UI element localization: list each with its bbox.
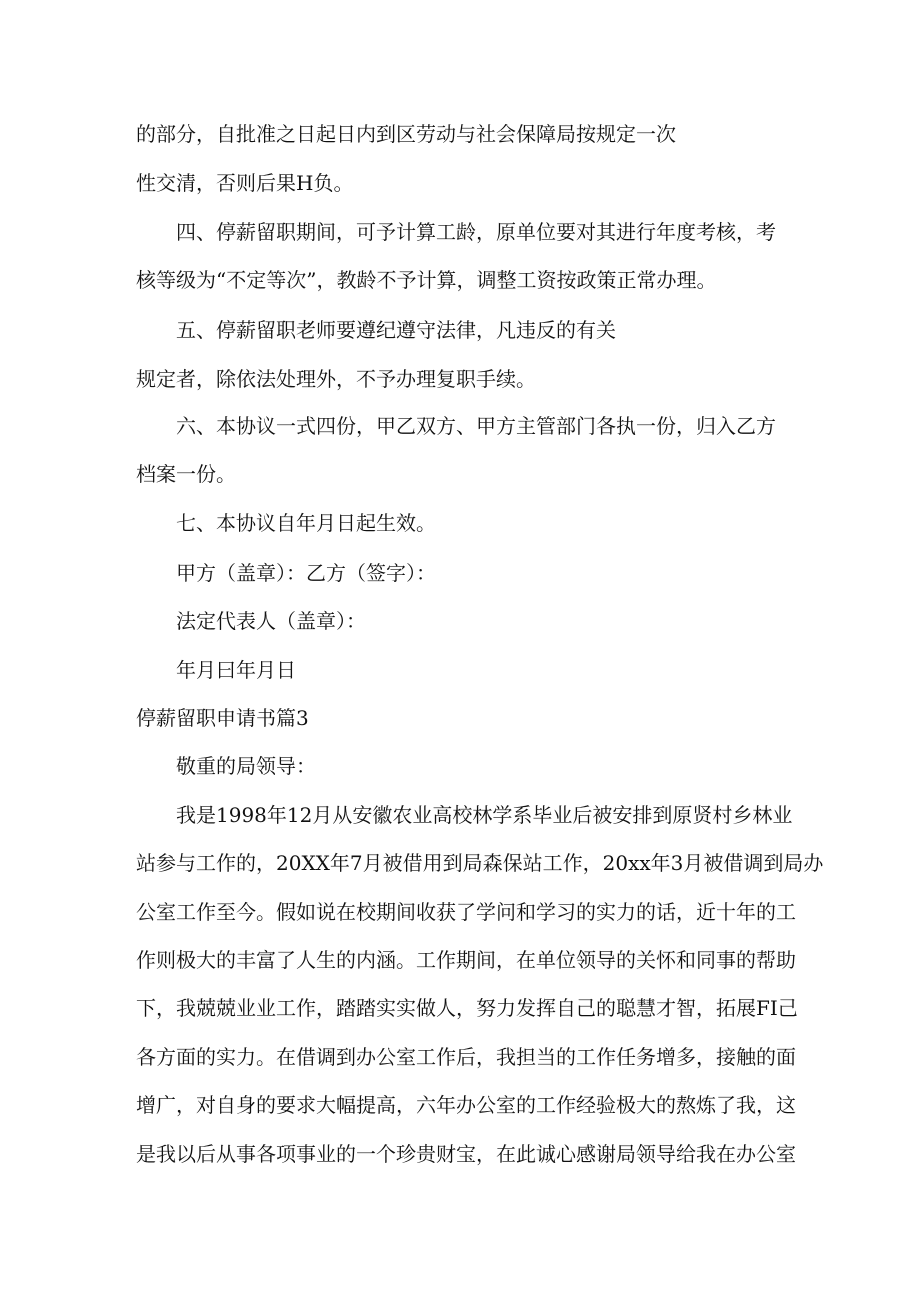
clause-seven-line: 七、本协议自年月日起生效。 bbox=[176, 511, 436, 535]
section-heading: 停薪留职申请书篇3 bbox=[136, 706, 309, 730]
paragraph-line: 站参与工作的，20XX年7月被借用到局森保站工作，20xx年3月被借调到局办 bbox=[136, 851, 824, 875]
clause-five-line: 五、停薪留职老师要遵纪遵守法律，凡违反的有关 bbox=[176, 318, 616, 342]
paragraph-line: 各方面的实力。在借调到办公室工作后，我担当的工作任务增多，接触的面 bbox=[136, 1045, 796, 1069]
paragraph-line: 是我以后从事各项事业的一个珍贵财宝，在此诚心感谢局领导给我在办公室 bbox=[136, 1142, 796, 1166]
legal-representative-line: 法定代表人（盖章）： bbox=[176, 609, 366, 633]
paragraph-line: 作则极大的丰富了人生的内涵。工作期间，在单位领导的关怀和同事的帮助 bbox=[136, 948, 796, 972]
paragraph-line: 下，我兢兢业业工作，踏踏实实做人，努力发挥自己的聪慧才智，拓展FI己 bbox=[136, 996, 798, 1020]
clause-four-line: 四、停薪留职期间，可予计算工龄，原单位要对其进行年度考核，考 bbox=[176, 220, 776, 244]
paragraph-line: 公室工作至今。假如说在校期间收获了学问和学习的实力的话，近十年的工 bbox=[136, 900, 796, 924]
paragraph-line: 我是1998年12月从安徽农业高校林学系毕业后被安排到原贤村乡林业 bbox=[176, 803, 793, 827]
paragraph-line: 增广，对自身的要求大幅提高，六年办公室的工作经验极大的熬炼了我，这 bbox=[136, 1093, 796, 1117]
paragraph-line: 规定者，除依法处理外，不予办理复职手续。 bbox=[136, 367, 536, 391]
salutation-line: 敬重的局领导： bbox=[176, 754, 316, 778]
paragraph-line: 档案一份。 bbox=[136, 462, 236, 486]
paragraph-line: 的部分，自批准之日起日内到区劳动与社会保障局按规定一次 bbox=[136, 122, 676, 146]
paragraph-line: 性交清，否则后果H负。 bbox=[136, 171, 354, 195]
signature-parties-line: 甲方（盖章）：乙方（签字）： bbox=[176, 561, 436, 585]
paragraph-line: 核等级为“不定等次”，教龄不予计算，调整工资按政策正常办理。 bbox=[136, 268, 717, 292]
clause-six-line: 六、本协议一式四份，甲乙双方、甲方主管部门各执一份，归入乙方 bbox=[176, 414, 776, 438]
date-line: 年月曰年月日 bbox=[176, 658, 296, 682]
